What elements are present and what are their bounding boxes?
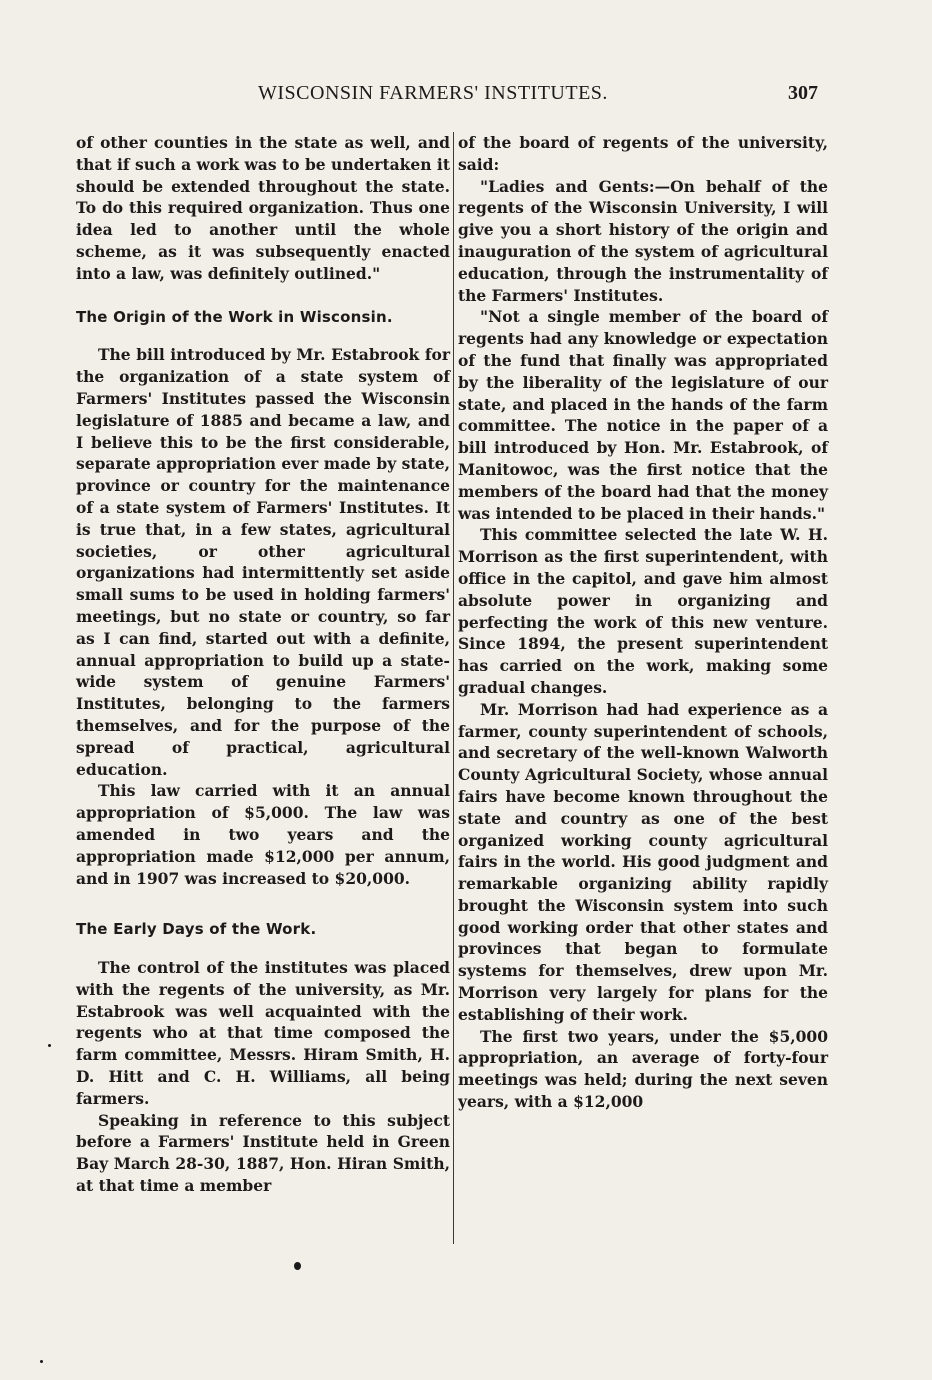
paragraph: Mr. Morrison had had experience as a farmer, county superintendent of schools, and secretary of the well-known Walworth County Agricultural Society, whose annual fairs have become known throughout the state and country as one of the best organized working county agricultural fairs in the world. His good judgment and remarkable organizing ability rapidly brought the Wisconsin system into such good working order that other states and provinces that began to formulate systems for themselves, drew upon Mr. Morrison very largely for plans for the establishing of their work. (458, 699, 828, 1024)
paragraph: The control of the institutes was placed with the regents of the university, as Mr. Estabrook was well acquainted with the regents who at that time composed the farm committee, Messrs. Hiram Smith, H. D. Hitt and C. H. Williams, all being farmers. (76, 958, 450, 1108)
section-heading: The Early Days of the Work. (76, 920, 317, 939)
ink-speck (48, 1044, 51, 1047)
paragraph: Speaking in reference to this subject before a Farmers' Institute held in Green Bay March 28-30, 1887, Hon. Hiran Smith, at that time a member (76, 1110, 450, 1196)
paragraph: The bill introduced by Mr. Estabrook for the organization of a state system of Farmers' Institutes passed the Wisconsin legislature of 1885 and became a law, and I believe this to be the first considerable, separate appropriation ever made by state, province or country for the maintenance of a state system of Farmers' Institutes. It is true that, in a few states, agricultural societies, or other agricultural organizations had intermittently set aside small sums to be used in holding farmers' meetings, but no state or country, so far as I can find, started out with a definite, annual appropriation to build up a state-wide system of genuine Farmers' Institutes, belonging to the farmers themselves, and for the purpose of the spread of practical, agricultural education. (76, 345, 450, 779)
page-number: 307 (788, 82, 818, 104)
paragraph: of the board of regents of the university, said: (458, 133, 828, 174)
section-heading: The Origin of the Work in Wisconsin. (76, 307, 393, 326)
paragraph: "Not a single member of the board of regents had any knowledge or expectation of the fund that finally was appropriated by the liberality of the legislature of our state, and placed in the hands of the farm committee. The notice in the paper of a bill introduced by Hon. Mr. Estabrook, of Manitowoc, was the first notice that the members of the board had that the money was intended to be placed in their hands." (458, 307, 828, 523)
right-column (458, 132, 828, 1113)
ink-speck (40, 1360, 43, 1363)
ink-speck (294, 1262, 301, 1270)
paragraph: "Ladies and Gents:—On behalf of the regents of the Wisconsin University, I will give you a short history of the origin and inauguration of the system of agricultural education, through the instrumentality of the Farmers' Institutes. (458, 176, 828, 305)
paragraph: of other counties in the state as well, and that if such a work was to be undertaken it should be extended throughout the state. To do this required organization. Thus one idea led to another until the whole scheme, as it was subsequently enacted into a law, was definitely outlined." (76, 133, 450, 283)
page-header (78, 82, 818, 112)
column-divider (453, 132, 454, 1244)
paragraph: The first two years, under the $5,000 appropriation, an average of forty-four meetings was held; during the next seven years, with a $12,000 (458, 1026, 828, 1112)
paragraph: This committee selected the late W. H. Morrison as the first superintendent, with office in the capitol, and gave him almost absolute power in organizing and perfecting the work of this new venture. Since 1894, the present superintendent has carried on the work, making some gradual changes. (458, 525, 828, 697)
running-title: WISCONSIN FARMERS' INSTITUTES. (258, 82, 608, 104)
paragraph: This law carried with it an annual appropriation of $5,000. The law was amended in two years and the appropriation made $12,000 per annum, and in 1907 was increased to $20,000. (76, 781, 450, 888)
left-column (76, 132, 450, 1197)
